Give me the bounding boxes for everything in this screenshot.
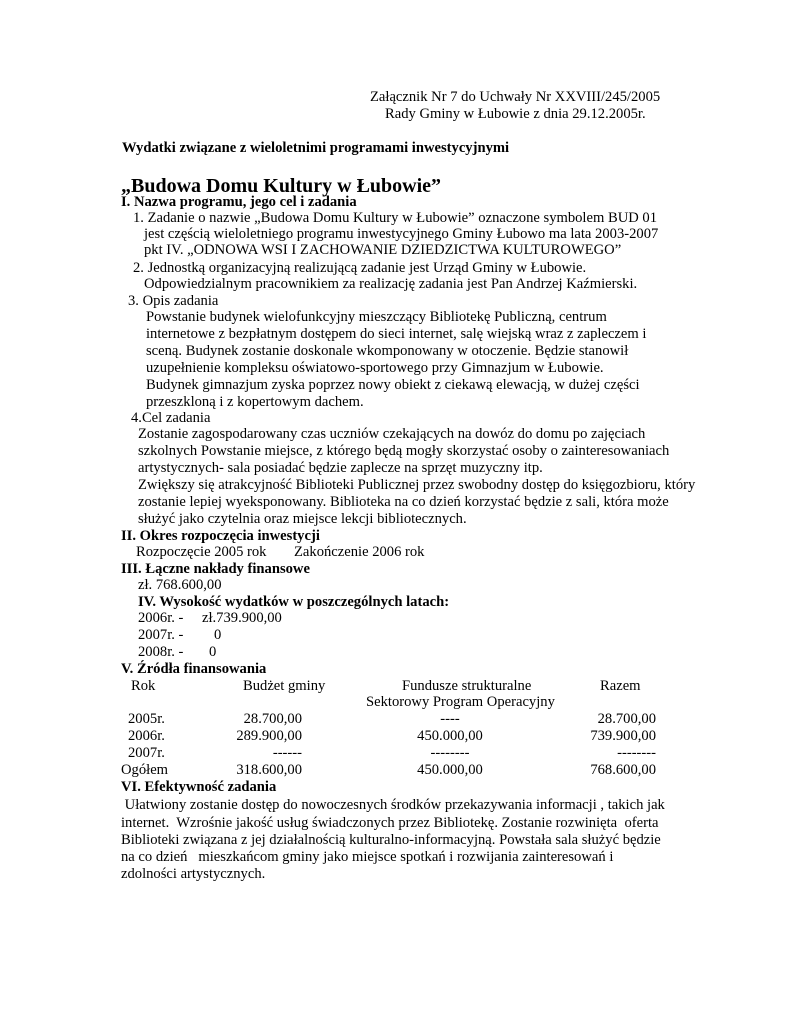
- start-date: Rozpoczęcie 2005 rok: [136, 544, 267, 560]
- item-4-line: artystycznych- sala posiadać będzie zaplecze na sprzęt muzyczny itp.: [138, 460, 543, 476]
- document-title: Wydatki związane z wieloletnimi programami inwestycyjnymi: [122, 140, 510, 156]
- column-header-funds-sub: Sektorowy Program Operacyjny: [366, 694, 555, 710]
- table-cell-funds: 450.000,00: [417, 762, 483, 778]
- item-3-line: uzupełnienie kompleksu oświatowo-sportowego przy Gimnazjum w Łubowie.: [146, 360, 604, 376]
- table-cell-budget: 28.700,00: [243, 711, 302, 727]
- column-header-budget: Budżet gminy: [243, 678, 326, 694]
- table-cell-year: 2006r.: [128, 728, 165, 744]
- table-cell-budget: 289.900,00: [236, 728, 302, 744]
- effectiveness-line: na co dzień mieszkańcom gminy jako miejsce spotkań i rozwijania zainteresowań i: [121, 849, 614, 865]
- item-3-line: przeszkloną i z kopertowym dachem.: [146, 394, 364, 410]
- section-2-heading: II. Okres rozpoczęcia inwestycji: [121, 528, 320, 544]
- table-cell-funds: 450.000,00: [417, 728, 483, 744]
- item-1-line: jest częścią wieloletniego programu inwestycyjnego Gminy Łubowo ma lata 2003-2007: [144, 226, 659, 242]
- item-3-line: Powstanie budynek wielofunkcyjny mieszczący Bibliotekę Publiczną, centrum: [146, 309, 607, 325]
- table-cell-total: --------: [617, 745, 656, 761]
- item-4-line: służyć jako czytelnia oraz miejsce lekcji bibliotecznych.: [138, 511, 467, 527]
- item-1-line: pkt IV. „ODNOWA WSI I ZACHOWANIE DZIEDZICTWA KULTUROWEGO”: [144, 242, 622, 258]
- program-title: „Budowa Domu Kultury w Łubowie”: [121, 175, 442, 197]
- item-1-line: 1. Zadanie o nazwie „Budowa Domu Kultury w Łubowie” oznaczone symbolem BUD 01: [133, 210, 658, 226]
- header-line-1: Załącznik Nr 7 do Uchwały Nr XXVIII/245/2005: [370, 89, 661, 105]
- item-4-line: Zostanie zagospodarowany czas uczniów czekających na dowóz do domu po zajęciach: [138, 426, 646, 442]
- effectiveness-line: zdolności artystycznych.: [121, 866, 266, 882]
- table-cell-total: 739.900,00: [590, 728, 656, 744]
- year-label: 2008r. -: [138, 644, 184, 660]
- effectiveness-line: Biblioteki związana z jej działalnością kulturalno-informacyjną. Powstała sala służyć będzie: [121, 832, 661, 848]
- table-cell-year: 2007r.: [128, 745, 165, 761]
- item-4-heading: 4.Cel zadania: [131, 410, 211, 426]
- year-label: 2006r. -: [138, 610, 184, 626]
- item-3-line: internetowe z bezpłatnym dostępem do sieci internet, salę wiejską wraz z zapleczem i: [146, 326, 647, 342]
- section-4-heading: IV. Wysokość wydatków w poszczególnych latach:: [138, 594, 450, 610]
- table-cell-total: 768.600,00: [590, 762, 656, 778]
- item-4-line: Zwiększy się atrakcyjność Biblioteki Publicznej przez swobodny dostęp do księgozbioru, który: [138, 477, 696, 493]
- table-cell-year: Ogółem: [121, 762, 169, 778]
- section-5-heading: V. Źródła finansowania: [121, 661, 267, 677]
- header-line-2: Rady Gminy w Łubowie z dnia 29.12.2005r.: [385, 106, 646, 122]
- table-cell-year: 2005r.: [128, 711, 165, 727]
- table-cell-budget: 318.600,00: [236, 762, 302, 778]
- effectiveness-line: internet. Wzrośnie jakość usług świadczonych przez Bibliotekę. Zostanie rozwinięta oferta: [121, 815, 659, 831]
- item-3-heading: 3. Opis zadania: [128, 293, 219, 309]
- item-3-line: sceną. Budynek zostanie doskonale wkomponowany w otoczenie. Będzie stanowił: [146, 343, 629, 359]
- year-value: 0: [214, 627, 222, 643]
- effectiveness-line: Ułatwiony zostanie dostęp do nowoczesnych środków przekazywania informacji , takich jak: [121, 797, 665, 813]
- item-4-line: zostanie lepiej wyeksponowany. Biblioteka na co dzień korzystać będzie z sali, która może: [138, 494, 669, 510]
- year-label: 2007r. -: [138, 627, 184, 643]
- year-value: zł.739.900,00: [202, 610, 282, 626]
- table-cell-funds: --------: [430, 745, 470, 761]
- column-header-year: Rok: [131, 678, 156, 694]
- section-3-heading: III. Łączne nakłady finansowe: [121, 561, 310, 577]
- item-3-line: Budynek gimnazjum zyska poprzez nowy obiekt z ciekawą elewacją, w dużej części: [146, 377, 640, 393]
- table-cell-budget: ------: [272, 745, 302, 761]
- item-2-line: Odpowiedzialnym pracownikiem za realizację zadania jest Pan Andrzej Kaźmierski.: [144, 276, 638, 292]
- table-cell-funds: ----: [440, 711, 460, 727]
- section-1-heading: I. Nazwa programu, jego cel i zadania: [121, 194, 357, 210]
- end-date: Zakończenie 2006 rok: [294, 544, 425, 560]
- total-amount: zł. 768.600,00: [138, 577, 222, 593]
- item-2-line: 2. Jednostką organizacyjną realizującą zadanie jest Urząd Gminy w Łubowie.: [133, 260, 587, 276]
- column-header-funds: Fundusze strukturalne: [402, 678, 532, 694]
- column-header-total: Razem: [600, 678, 641, 694]
- section-6-heading: VI. Efektywność zadania: [121, 779, 277, 795]
- item-4-line: szkolnych Powstanie miejsce, z którego będą mogły skorzystać osoby o zainteresowaniach: [138, 443, 670, 459]
- table-cell-total: 28.700,00: [597, 711, 656, 727]
- year-value: 0: [209, 644, 217, 660]
